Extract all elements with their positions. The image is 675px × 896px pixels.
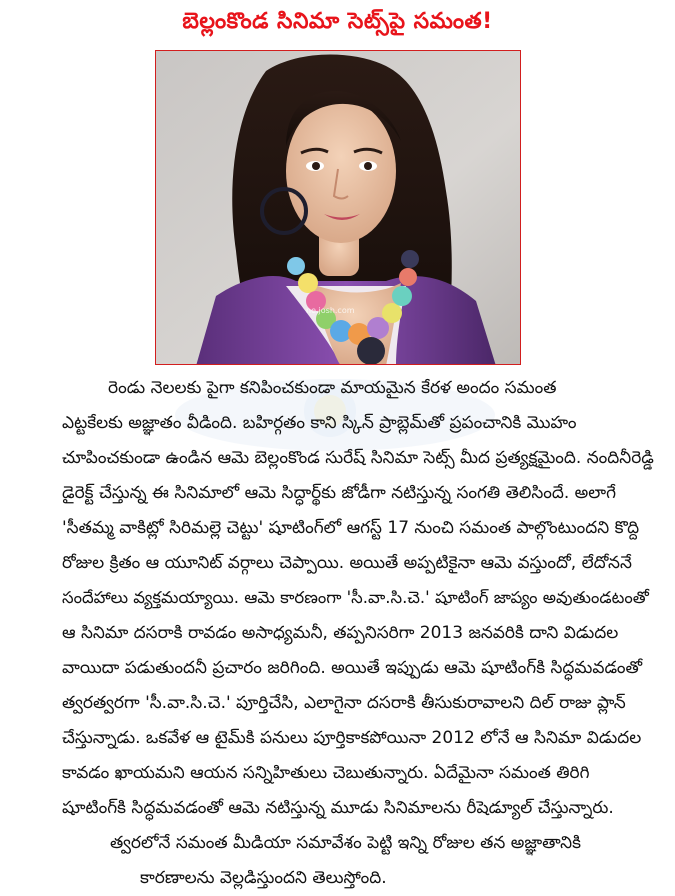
photo-credit: ne.josh.com: [306, 306, 355, 315]
article-line: 'సీతమ్మ వాకిట్లో సిరిమల్లె చెట్టు' షూటింగ్‌లో ఆగస్ట్ 17 నుంచి సమంత పాల్గొంటుందని కొద్ది: [62, 518, 640, 538]
article-line: వాయిదా పడుతుందనీ ప్రచారం జరిగింది. అయితే ఇప్పుడు ఆమె షూటింగ్‌కి సిద్ధమవడంతో: [62, 658, 643, 678]
portrait-image: [156, 51, 521, 365]
article-line: డైరెక్ట్ చేస్తున్న ఈ సినిమాలో ఆమె సిద్ధార్థ్‌కు జోడీగా నటిస్తున్న సంగతి తెలిసిందే. అలాగే: [62, 483, 616, 503]
article-line: ఆ సినిమా దసరాకి రావడం అసాధ్యమనీ, తప్పనిసరిగా 2013 జనవరికి దాని విడుదల: [62, 623, 619, 643]
article-line: చేస్తున్నాడు. ఒకవేళ ఆ టైమ్‌కి పనులు పూర్తికాకపోయినా 2012 లోనే ఆ సినిమా విడుదల: [62, 728, 642, 748]
article-title: బెల్లంకొండ సినిమా సెట్స్‌పై సమంత!: [182, 9, 493, 34]
article-line: త్వరత్వరగా 'సీ.వా.సి.చె.' పూర్తిచేసి, ఎలాగైనా దసరాకి తీసుకురావాలని దిల్ రాజు ప్లాన్: [62, 693, 626, 713]
article-line: షూటింగ్‌కి సిద్ధమవడంతో ఆమె నటిస్తున్న మూడు సినిమాలను రీషెడ్యూల్ చేస్తున్నారు.: [62, 798, 614, 818]
article-line: కావడం ఖాయమని ఆయన సన్నిహితులు చెబుతున్నారు. ఏదేమైనా సమంత తిరిగి: [62, 763, 590, 783]
article-line: చూపించకుండా ఉండిన ఆమె బెల్లంకొండ సురేష్ సినిమా సెట్స్ మీద ప్రత్యక్షమైంది. నందినీరెడ్డి: [62, 448, 654, 468]
article-line: రెండు నెలలకు పైగా కనిపించకుండా మాయమైన కేరళ అందం సమంత: [108, 378, 557, 398]
article-line: సందేహాలు వ్యక్తమయ్యాయి. ఆమె కారణంగా 'సీ.వా.సి.చె.' షూటింగ్ జాప్యం అవుతుండటంతో: [62, 588, 649, 607]
article-line: ఎట్టకేలకు అజ్ఞాతం వీడింది. బహిర్గతం కాని స్కిన్ ప్రాబ్లెమ్‌తో ప్రపంచానికి మొహం: [62, 413, 577, 433]
article-photo: [155, 50, 521, 365]
article-line: త్వరలోనే సమంత మీడియా సమావేశం పెట్టి ఇన్ని రోజుల తన అజ్ఞాతానికి: [110, 833, 581, 853]
article-line: రోజుల క్రితం ఆ యూనిట్ వర్గాలు చెప్పాయి. అయితే అప్పటికైనా ఆమె వస్తుందో, లేదోననే: [62, 553, 632, 573]
article-line: కారణాలను వెల్లడిస్తుందని తెలుస్తోంది.: [140, 868, 387, 888]
